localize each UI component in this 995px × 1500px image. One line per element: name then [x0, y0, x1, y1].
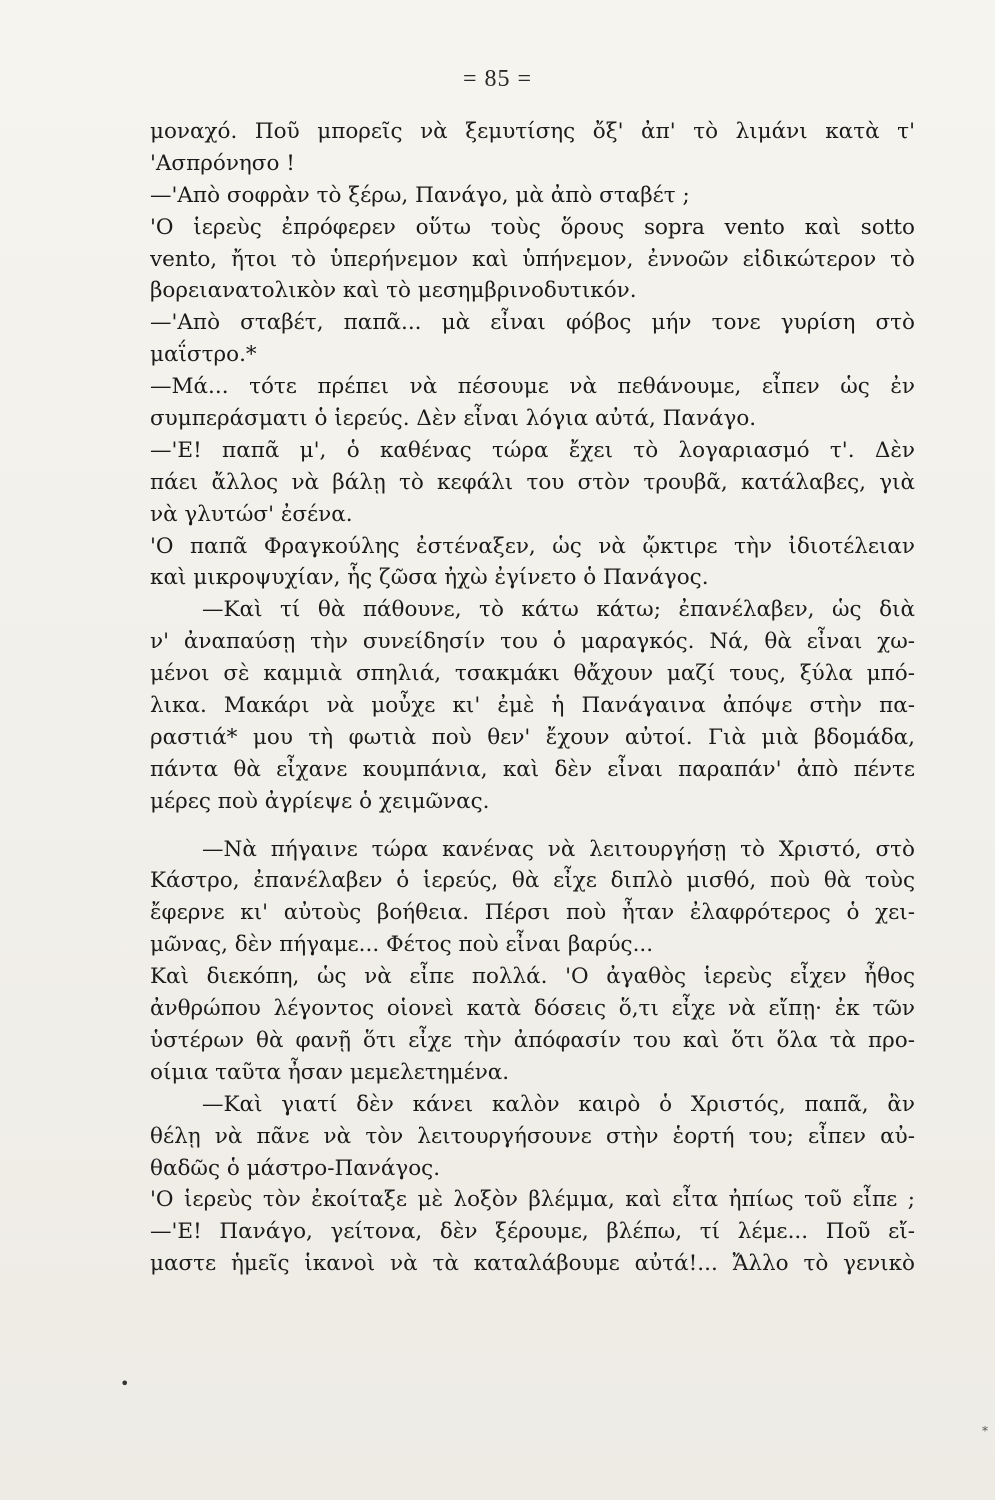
text-line: λικα. Μακάρι νὰ μοὖχε κι' ἐμὲ ἡ Πανάγαινα ἀπόψε στὴν πα- [150, 693, 915, 719]
text-line: ἔφερνε κι' αὐτοὺς βοήθεια. Πέρσι ποὺ ἦταν ἐλαφρότερος ὁ χει- [150, 900, 915, 926]
text-line: —Νὰ πήγαινε τώρα κανένας νὰ λειτουργήσῃ τὸ Χριστό, στὸ [202, 836, 915, 862]
text-line: —Μά... τότε πρέπει νὰ πέσουμε νὰ πεθάνουμε, εἶπεν ὡς ἐν [150, 374, 915, 400]
text-line: 'Ο ἱερεὺς τὸν ἐκοίταξε μὲ λοξὸν βλέμμα, καὶ εἶτα ἠπίως τοῦ εἶπε ; [150, 1187, 915, 1213]
text-line: πάντα θὰ εἶχανε κουμπάνια, καὶ δὲν εἶναι παραπάν' ἀπὸ πέντε [150, 756, 915, 782]
text-line: —'Απὸ σταβέτ, παπᾶ... μὰ εἶναι φόβος μήν τονε γυρίση στὸ [150, 310, 915, 336]
text-line: —Καὶ τί θὰ πάθουνε, τὸ κάτω κάτω; ἐπανέλαβεν, ὡς διὰ [202, 597, 915, 623]
text-line: νὰ γλυτώσ' ἐσένα. [150, 501, 353, 527]
text-line: πάει ἄλλος νὰ βάλῃ τὸ κεφάλι του στὸν τρουβᾶ, κατάλαβες, γιὰ [150, 469, 915, 495]
text-line: —'Ε! παπᾶ μ', ὁ καθένας τώρα ἔχει τὸ λογαριασμό τ'. Δὲν [150, 437, 915, 463]
text-line: 'Ο παπᾶ Φραγκούλης ἐστέναξεν, ὡς νὰ ᾤκτιρε τὴν ἰδιοτέλειαν [150, 533, 915, 559]
text-line: θέλῃ νὰ πᾶνε νὰ τὸν λειτουργήσουνε στὴν ἑορτή του; εἶπεν αὐ- [150, 1123, 915, 1149]
text-line: συμπεράσματι ὁ ἱερεύς. Δὲν εἶναι λόγια αὐτά, Πανάγο. [150, 406, 757, 432]
text-line: καὶ μικροψυχίαν, ἧς ζῶσα ἠχὼ ἐγίνετο ὁ Πανάγος. [150, 565, 709, 591]
text-line: θαδῶς ὁ μάστρο-Πανάγος. [150, 1155, 441, 1181]
text-line: ὑστέρων θὰ φανῇ ὅτι εἶχε τὴν ἀπόφασίν του καὶ ὅτι ὅλα τὰ προ- [150, 1027, 915, 1053]
page-number: = 85 = [462, 66, 533, 92]
body-text [150, 116, 915, 1280]
text-line: ἀνθρώπου λέγοντος οἱονεὶ κατὰ δόσεις ὅ,τι εἶχε νὰ εἴπῃ· ἐκ τῶν [150, 996, 915, 1022]
text-line: 'Ασπρόνησο ! [150, 150, 295, 176]
text-line: βορειανατολικὸν καὶ τὸ μεσημβρινοδυτικόν. [150, 278, 637, 304]
text-line: οίμια ταῦτα ἦσαν μεμελετημένα. [150, 1059, 510, 1085]
text-line: Καὶ διεκόπη, ὡς νὰ εἶπε πολλά. 'Ο ἀγαθὸς ἱερεὺς εἶχεν ἦθος [150, 964, 915, 990]
text-line: μαΐστρο.* [150, 342, 257, 368]
text-line: μένοι σὲ καμμιὰ σπηλιά, τσακμάκι θἄχουν μαζί τους, ξύλα μπό- [150, 661, 915, 687]
text-line: Κάστρο, ἐπανέλαβεν ὁ ἱερεύς, θὰ εἶχε διπλὸ μισθό, ποὺ θὰ τοὺς [150, 868, 915, 894]
text-line: —Καὶ γιατί δὲν κάνει καλὸν καιρὸ ὁ Χριστός, παπᾶ, ἂν [202, 1091, 915, 1117]
text-line: μοναχό. Ποῦ μπορεῖς νὰ ξεμυτίσης ὄξ' ἀπ' τὸ λιμάνι κατὰ τ' [150, 119, 915, 144]
text-line: ραστιά* μου τὴ φωτιὰ ποὺ θεν' ἔχουν αὐτοί. Γιὰ μιὰ βδομάδα, [150, 724, 915, 750]
text-line: μαστε ἡμεῖς ἱκανοὶ νὰ τὰ καταλάβουμε αὐτά!... Ἄλλο τὸ γενικὸ [150, 1251, 915, 1277]
text-line: μῶνας, δὲν πήγαμε... Φέτος ποὺ εἶναι βαρύς... [150, 932, 654, 958]
margin-dot: • [120, 1374, 130, 1393]
text-line: vento, ἤτοι τὸ ὑπερήνεμον καὶ ὑπήνεμον, ἐννοῶν εἰδικώτερον τὸ [150, 246, 915, 272]
text-line: ν' ἀναπαύσῃ τὴν συνείδησίν του ὁ μαραγκός. Νά, θὰ εἶναι χω- [150, 629, 915, 655]
text-line: —'Απὸ σοφρὰν τὸ ξέρω, Πανάγο, μὰ ἀπὸ σταβέτ ; [150, 182, 690, 208]
margin-mark: ⁎ [982, 1420, 988, 1434]
text-line: 'Ο ἱερεὺς ἐπρόφερεν οὕτω τοὺς ὅρους sopra vento καὶ sotto [150, 214, 915, 240]
paragraph-gap [150, 818, 915, 834]
text-line: —'Ε! Πανάγο, γείτονα, δὲν ξέρουμε, βλέπω, τί λέμε... Ποῦ εἴ- [150, 1219, 915, 1245]
text-line: μέρες ποὺ ἀγρίεψε ὁ χειμῶνας. [150, 788, 490, 814]
